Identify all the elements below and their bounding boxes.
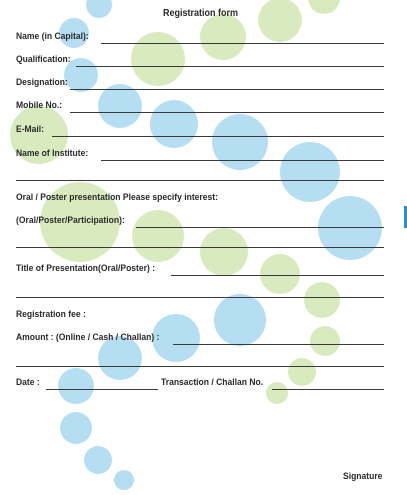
institute-label: Name of Institute: — [16, 148, 89, 159]
designation-field-line[interactable] — [70, 89, 384, 90]
decorative-bubble — [212, 114, 268, 170]
name-field-line[interactable] — [101, 43, 384, 44]
presentation-options-field-line-2[interactable] — [16, 247, 384, 248]
decorative-bubble — [200, 228, 248, 276]
presentation-title-label: Title of Presentation(Oral/Poster) : — [16, 263, 156, 274]
decorative-bubble — [308, 0, 340, 14]
decorative-bubble — [131, 32, 185, 86]
mobile-field-line[interactable] — [70, 112, 384, 113]
decorative-bubble — [266, 382, 288, 404]
decorative-bubble — [260, 254, 300, 294]
decorative-bubble — [200, 14, 246, 60]
email-label: E-Mail: — [16, 124, 45, 135]
name-label: Name (in Capital): — [16, 31, 89, 42]
decorative-bubble — [114, 470, 134, 490]
decorative-bubble — [318, 196, 382, 260]
qualification-field-line[interactable] — [76, 66, 384, 67]
decorative-bubble — [310, 326, 340, 356]
presentation-options-label: (Oral/Poster/Participation): — [16, 215, 125, 226]
presentation-title-field-line[interactable] — [171, 275, 384, 276]
signature-label: Signature — [343, 471, 383, 482]
designation-label: Designation: — [16, 77, 68, 88]
presentation-interest-label: Oral / Poster presentation Please specify interest: — [16, 192, 218, 203]
decorative-bubble — [84, 446, 112, 474]
registration-fee-label: Registration fee : — [16, 309, 86, 320]
transaction-label: Transaction / Challan No. — [161, 377, 264, 388]
amount-field-line[interactable] — [173, 344, 384, 345]
decorative-bubble — [288, 358, 316, 386]
form-title: Registration form — [163, 8, 239, 19]
transaction-field-line[interactable] — [272, 389, 384, 390]
decorative-bubble — [98, 84, 142, 128]
decorative-bubble — [132, 210, 184, 262]
decorative-bubble — [214, 294, 266, 346]
date-field-line[interactable] — [46, 389, 158, 390]
institute-field-line[interactable] — [101, 160, 384, 161]
decorative-bubble — [86, 0, 112, 18]
decorative-bubble — [280, 142, 340, 202]
institute-field-line-2[interactable] — [16, 180, 384, 181]
qualification-label: Qualification: — [16, 54, 71, 65]
presentation-title-field-line-2[interactable] — [16, 297, 384, 298]
decorative-bubble — [304, 282, 340, 318]
decorative-bubble — [150, 100, 198, 148]
decorative-bubble — [258, 0, 302, 42]
amount-field-line-2[interactable] — [16, 366, 384, 367]
amount-label: Amount : (Online / Cash / Challan) : — [16, 332, 160, 343]
mobile-label: Mobile No.: — [16, 100, 63, 111]
email-field-line[interactable] — [52, 136, 384, 137]
decorative-bubble — [60, 412, 92, 444]
presentation-options-field-line[interactable] — [136, 227, 384, 228]
decorative-bubble — [58, 368, 94, 404]
date-label: Date : — [16, 377, 40, 388]
